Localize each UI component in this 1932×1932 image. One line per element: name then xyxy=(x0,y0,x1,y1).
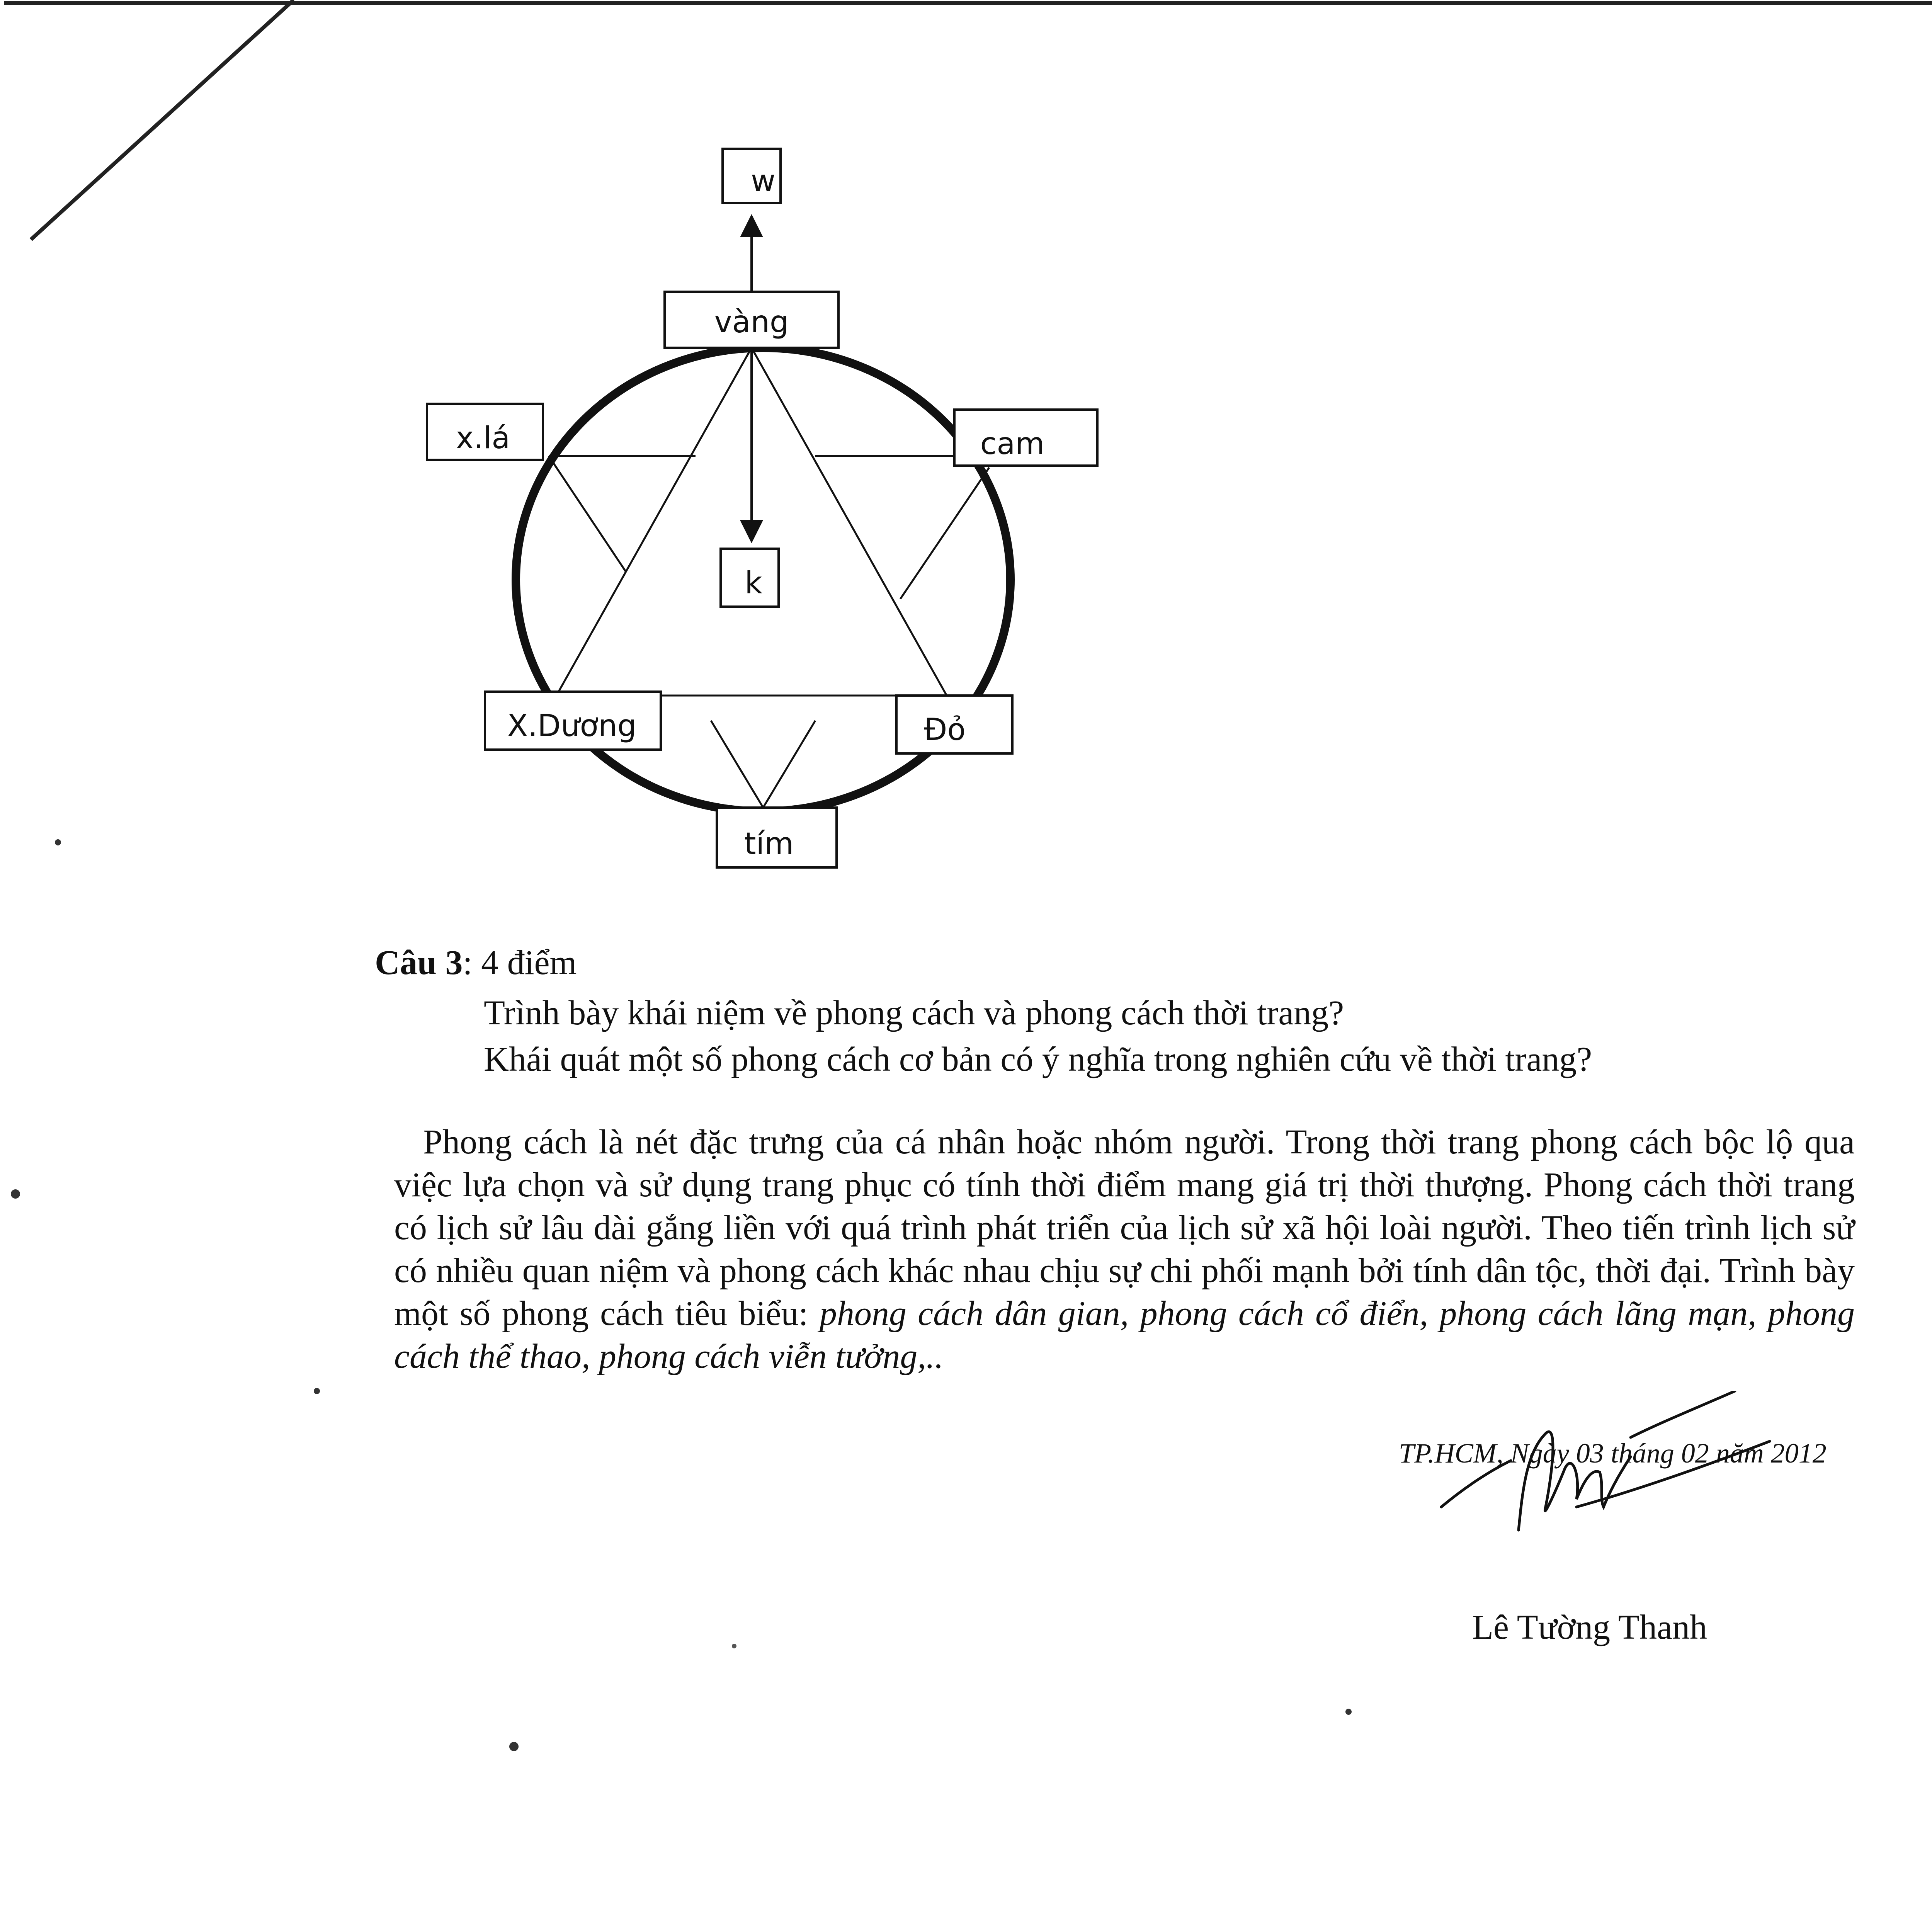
node-cam-label: cam xyxy=(980,427,1045,461)
answer-styles: phong cách dân gian, phong cách cổ điển, phong cách lãng mạn, phong cách thể thao, phong cách viễn tưởng,.. xyxy=(394,1294,1855,1376)
node-x-la-label: x.lá xyxy=(456,421,510,456)
question-line: Khái quát một số phong cách cơ bản có ý nghĩa trong nghiên cứu về thời trang? xyxy=(484,1040,1592,1078)
question-line: Trình bày khái niệm về phong cách và phong cách thời trang? xyxy=(484,994,1344,1032)
node-x-duong xyxy=(485,692,661,750)
question-heading xyxy=(375,943,577,983)
node-w xyxy=(723,149,781,203)
node-cam xyxy=(954,410,1097,466)
speck xyxy=(509,1742,519,1751)
node-x-duong-label: X.Dương xyxy=(507,709,637,743)
answer-text: Phong cách là nét đặc trưng của cá nhân hoặc nhóm người. Trong thời trang phong cách bộc lộ qua việc lựa chọn và sử dụng trang phục có tính thời điểm mang giá trị thời thượng. Phong cách thời trang có lịch sử lâu dài gắng liền với quá trình phát triển của lịch sử xã hội loài người. Theo tiến trình lịch sử có nhiều quan niệm và phong cách khác nhau chịu sự chi phối mạnh bởi tính dân tộc, thời đại. Trình bày một số phong cách tiêu biểu: xyxy=(394,1123,1855,1333)
node-vang xyxy=(665,292,838,348)
date-line: TP.HCM, Ngày 03 tháng 02 năm 2012 xyxy=(1399,1438,1827,1469)
question-points: : 4 điểm xyxy=(463,944,577,982)
color-wheel-diagram xyxy=(0,0,1932,889)
handwritten-signature xyxy=(1430,1391,1816,1607)
node-tim xyxy=(717,808,837,867)
question-label: Câu 3 xyxy=(375,944,463,982)
node-x-la xyxy=(427,404,543,460)
node-do xyxy=(896,696,1012,753)
node-vang-label: vàng xyxy=(714,305,789,340)
answer-paragraph xyxy=(394,1121,1855,1378)
speck xyxy=(314,1388,320,1394)
node-k xyxy=(721,549,779,607)
signer-name: Lê Tường Thanh xyxy=(1472,1608,1707,1646)
speck xyxy=(11,1189,20,1199)
speck xyxy=(1345,1709,1352,1715)
node-w-label: w xyxy=(751,164,776,199)
speck xyxy=(732,1644,736,1648)
node-do-label: Đỏ xyxy=(923,713,966,747)
node-tim-label: tím xyxy=(744,827,794,861)
node-k-label: k xyxy=(745,566,762,600)
